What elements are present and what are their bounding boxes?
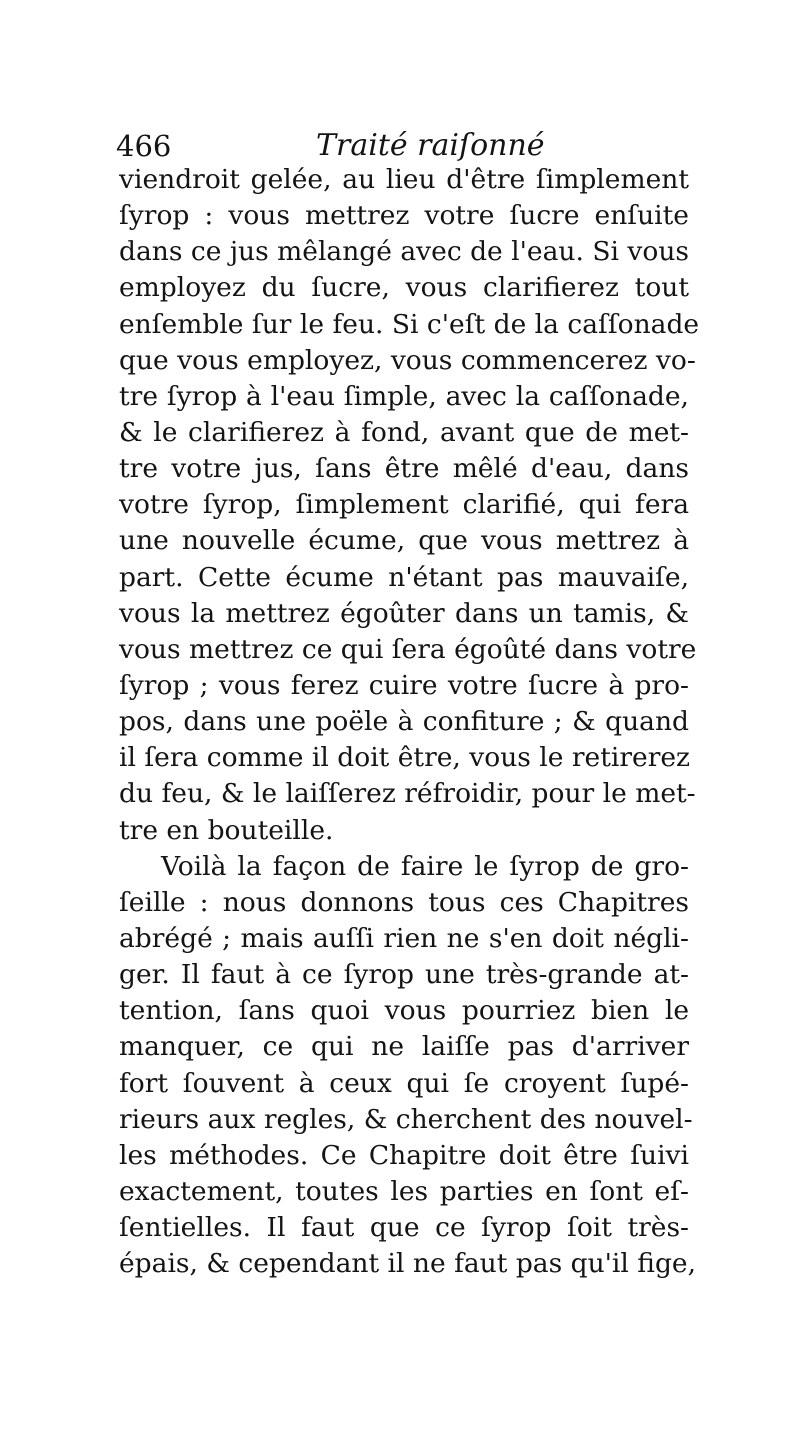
text-line: exactement, toutes les parties en ſont eſ- xyxy=(119,1175,689,1207)
text-line: enſemble ſur le feu. Si c'eſt de la caſſonade xyxy=(119,308,700,340)
page-number: 466 xyxy=(116,129,172,163)
text-line: votre ſyrop, ſimplement clarifié, qui fera xyxy=(119,489,689,521)
text-line: viendroit gelée, au lieu d'être ſimplement xyxy=(119,164,689,195)
text-line: vous la mettrez égoûter dans un tamis, & xyxy=(119,597,689,629)
text-line: ſyrop ; vous ferez cuire votre ſucre à pro- xyxy=(119,669,689,701)
text-line: abrégé ; mais auſſi rien ne s'en doit négli- xyxy=(119,922,689,954)
text-line: dans ce jus mêlangé avec de l'eau. Si vous xyxy=(119,236,689,268)
text-line: ſentielles. Il faut que ce ſyrop ſoit très- xyxy=(119,1212,689,1244)
text-line: que vous employez, vous commencerez vo- xyxy=(119,344,696,376)
text-line: manquer, ce qui ne laiſſe pas d'arriver xyxy=(119,1031,689,1063)
text-line: & le clarifierez à fond, avant que de met- xyxy=(119,416,689,448)
text-line: tention, ſans quoi vous pourriez bien le xyxy=(119,995,689,1027)
text-line: tre ſyrop à l'eau ſimple, avec la caſſonade, xyxy=(119,380,689,412)
text-line: pos, dans une poële à confiture ; & quand xyxy=(119,706,689,738)
text-line: du feu, & le laiſſerez réfroidir, pour le met- xyxy=(119,778,696,810)
text-line: vous mettrez ce qui ſera égoûté dans votre xyxy=(119,633,697,665)
text-line: les méthodes. Ce Chapitre doit être ſuivi xyxy=(119,1139,689,1171)
paragraph-start-line: Voilà la façon de faire le ſyrop de gro- xyxy=(161,850,689,882)
text-line: ger. Il faut à ce ſyrop une très-grande at- xyxy=(119,959,689,991)
text-line: une nouvelle écume, que vous mettrez à xyxy=(119,525,689,557)
text-line: épais, & cependant il ne faut pas qu'il fige, xyxy=(119,1248,697,1280)
text-line: tre votre jus, ſans être mêlé d'eau, dans xyxy=(119,453,689,485)
text-line: ſyrop : vous mettrez votre ſucre enſuite xyxy=(119,200,689,232)
running-title: Traité raiſonné xyxy=(316,128,545,163)
body-text xyxy=(119,162,700,1282)
text-line: fort ſouvent à ceux qui ſe croyent ſupé- xyxy=(119,1067,689,1099)
text-line: rieurs aux regles, & cherchent des nouvel- xyxy=(119,1103,693,1135)
paragraph-end-line: tre en bouteille. xyxy=(119,814,334,846)
text-line: il ſera comme il doit être, vous le retirerez xyxy=(119,742,691,774)
text-line: employez du ſucre, vous clarifierez tout xyxy=(119,272,689,304)
text-line: part. Cette écume n'étant pas mauvaiſe, xyxy=(119,561,689,593)
text-line: ſeille : nous donnons tous ces Chapitres xyxy=(119,886,689,918)
